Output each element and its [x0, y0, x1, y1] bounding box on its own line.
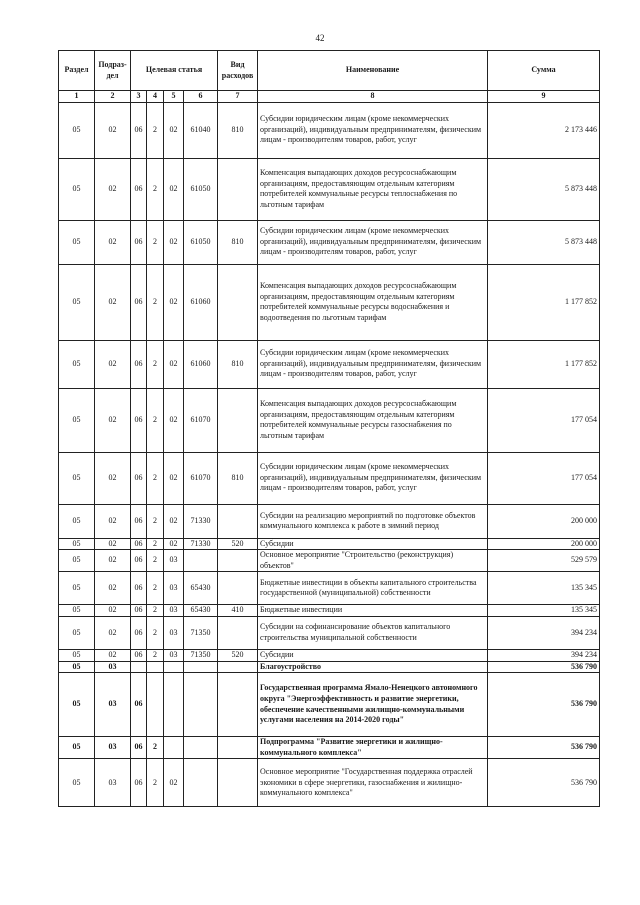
name-cell: Бюджетные инвестиции [258, 605, 488, 617]
event-code-cell: 02 [164, 759, 184, 807]
subprogram-code-cell: 2 [147, 102, 164, 158]
program-code-cell [131, 661, 147, 673]
sum-cell: 1 177 852 [488, 264, 600, 340]
header-naimenovanie: Наименование [258, 51, 488, 91]
podrazdel-cell: 02 [95, 340, 131, 388]
program-code-cell: 06 [131, 605, 147, 617]
podrazdel-cell: 03 [95, 737, 131, 759]
expense-type-cell [218, 737, 258, 759]
event-code-cell: 03 [164, 550, 184, 572]
razdel-cell: 05 [59, 220, 95, 264]
direction-code-cell [184, 759, 218, 807]
subprogram-code-cell: 2 [147, 340, 164, 388]
podrazdel-cell: 02 [95, 572, 131, 605]
table-row [59, 661, 600, 673]
podrazdel-cell: 02 [95, 388, 131, 452]
subprogram-code-cell [147, 661, 164, 673]
direction-code-cell [184, 550, 218, 572]
subprogram-code-cell: 2 [147, 158, 164, 220]
event-code-cell: 03 [164, 649, 184, 661]
event-code-cell: 02 [164, 340, 184, 388]
expense-type-cell: 810 [218, 452, 258, 504]
subprogram-code-cell: 2 [147, 572, 164, 605]
table-row [59, 673, 600, 737]
podrazdel-cell: 02 [95, 452, 131, 504]
podrazdel-cell: 02 [95, 504, 131, 538]
razdel-cell: 05 [59, 538, 95, 550]
sum-cell: 177 054 [488, 388, 600, 452]
program-code-cell: 06 [131, 538, 147, 550]
table-row [59, 737, 600, 759]
podrazdel-cell: 03 [95, 661, 131, 673]
razdel-cell: 05 [59, 452, 95, 504]
name-cell: Субсидии юридическим лицам (кроме некоммерческих организаций), индивидуальным предпринимателям, физическим лицам - производителям товаров, работ, услуг [258, 220, 488, 264]
sum-cell: 135 345 [488, 605, 600, 617]
name-cell: Подпрограмма "Развитие энергетики и жилищно-коммунального комплекса" [258, 737, 488, 759]
column-number: 1 [59, 91, 95, 103]
program-code-cell: 06 [131, 340, 147, 388]
event-code-cell: 02 [164, 264, 184, 340]
table-row [59, 340, 600, 388]
program-code-cell: 06 [131, 737, 147, 759]
program-code-cell: 06 [131, 616, 147, 649]
expense-type-cell [218, 572, 258, 605]
razdel-cell: 05 [59, 340, 95, 388]
table-row [59, 550, 600, 572]
sum-cell: 1 177 852 [488, 340, 600, 388]
header-vid-rashodov: Вид расходов [218, 51, 258, 91]
event-code-cell: 02 [164, 220, 184, 264]
direction-code-cell [184, 661, 218, 673]
direction-code-cell: 71330 [184, 538, 218, 550]
direction-code-cell: 61070 [184, 452, 218, 504]
direction-code-cell: 61060 [184, 264, 218, 340]
direction-code-cell: 61050 [184, 158, 218, 220]
program-code-cell: 06 [131, 550, 147, 572]
event-code-cell: 02 [164, 388, 184, 452]
name-cell: Субсидии на софинансирование объектов капитального строительства муниципальной собственности [258, 616, 488, 649]
column-number: 2 [95, 91, 131, 103]
sum-cell: 394 234 [488, 649, 600, 661]
expense-type-cell [218, 616, 258, 649]
expense-type-cell: 810 [218, 340, 258, 388]
razdel-cell: 05 [59, 661, 95, 673]
program-code-cell: 06 [131, 572, 147, 605]
event-code-cell: 02 [164, 102, 184, 158]
event-code-cell: 02 [164, 158, 184, 220]
name-cell: Государственная программа Ямало-Ненецкого автономного округа "Энергоэффективность и развитие энергетики, обеспечение качественными жилищно-коммунальными услугами населения на 2014-2020 годы" [258, 673, 488, 737]
event-code-cell: 02 [164, 538, 184, 550]
event-code-cell: 02 [164, 452, 184, 504]
razdel-cell: 05 [59, 759, 95, 807]
subprogram-code-cell: 2 [147, 649, 164, 661]
expense-type-cell [218, 388, 258, 452]
header-razdel: Раздел [59, 51, 95, 91]
name-cell: Основное мероприятие "Государственная поддержка отраслей экономики в сфере энергетики, газоснабжения и жилищно-коммунального комплекса" [258, 759, 488, 807]
sum-cell: 2 173 446 [488, 102, 600, 158]
podrazdel-cell: 02 [95, 264, 131, 340]
razdel-cell: 05 [59, 649, 95, 661]
column-number: 7 [218, 91, 258, 103]
program-code-cell: 06 [131, 649, 147, 661]
name-cell: Компенсация выпадающих доходов ресурсоснабжающим организациям, предоставляющим отдельным категориям потребителей коммунальные ресурсы водоснабжения и водоотведения по льготным тарифам [258, 264, 488, 340]
name-cell: Субсидии [258, 649, 488, 661]
razdel-cell: 05 [59, 388, 95, 452]
expense-type-cell: 810 [218, 102, 258, 158]
sum-cell: 394 234 [488, 616, 600, 649]
subprogram-code-cell: 2 [147, 550, 164, 572]
event-code-cell: 03 [164, 616, 184, 649]
program-code-cell: 06 [131, 504, 147, 538]
podrazdel-cell: 02 [95, 220, 131, 264]
podrazdel-cell: 03 [95, 673, 131, 737]
table-row [59, 759, 600, 807]
expense-type-cell: 520 [218, 538, 258, 550]
sum-cell: 5 873 448 [488, 220, 600, 264]
budget-table [58, 50, 600, 807]
subprogram-code-cell: 2 [147, 759, 164, 807]
expense-type-cell [218, 158, 258, 220]
subprogram-code-cell: 2 [147, 220, 164, 264]
name-cell: Субсидии юридическим лицам (кроме некоммерческих организаций), индивидуальным предпринимателям, физическим лицам - производителям товаров, работ, услуг [258, 340, 488, 388]
razdel-cell: 05 [59, 504, 95, 538]
subprogram-code-cell: 2 [147, 538, 164, 550]
razdel-cell: 05 [59, 572, 95, 605]
table-row [59, 504, 600, 538]
column-number: 4 [147, 91, 164, 103]
name-cell: Субсидии на реализацию мероприятий по подготовке объектов коммунального комплекса к работе в зимний период [258, 504, 488, 538]
expense-type-cell: 410 [218, 605, 258, 617]
table-row [59, 616, 600, 649]
name-cell: Субсидии [258, 538, 488, 550]
table-row [59, 220, 600, 264]
program-code-cell: 06 [131, 452, 147, 504]
name-cell: Компенсация выпадающих доходов ресурсоснабжающим организациям, предоставляющим отдельным категориям потребителей коммунальные ресурсы газоснабжения по льготным тарифам [258, 388, 488, 452]
name-cell: Благоустройство [258, 661, 488, 673]
header-summa: Сумма [488, 51, 600, 91]
column-number: 6 [184, 91, 218, 103]
direction-code-cell [184, 673, 218, 737]
table-row [59, 649, 600, 661]
column-number: 3 [131, 91, 147, 103]
subprogram-code-cell: 2 [147, 504, 164, 538]
direction-code-cell: 71350 [184, 616, 218, 649]
podrazdel-cell: 02 [95, 649, 131, 661]
table-row [59, 572, 600, 605]
table-row [59, 388, 600, 452]
direction-code-cell: 65430 [184, 572, 218, 605]
expense-type-cell: 810 [218, 220, 258, 264]
podrazdel-cell: 02 [95, 102, 131, 158]
table-row [59, 264, 600, 340]
program-code-cell: 06 [131, 673, 147, 737]
table-row [59, 158, 600, 220]
program-code-cell: 06 [131, 759, 147, 807]
expense-type-cell [218, 550, 258, 572]
column-number: 9 [488, 91, 600, 103]
name-cell: Компенсация выпадающих доходов ресурсоснабжающим организациям, предоставляющим отдельным категориям потребителей коммунальные ресурсы теплоснабжения по льготным тарифам [258, 158, 488, 220]
program-code-cell: 06 [131, 264, 147, 340]
podrazdel-cell: 02 [95, 538, 131, 550]
razdel-cell: 05 [59, 673, 95, 737]
direction-code-cell: 65430 [184, 605, 218, 617]
podrazdel-cell: 02 [95, 550, 131, 572]
expense-type-cell [218, 661, 258, 673]
subprogram-code-cell: 2 [147, 737, 164, 759]
subprogram-code-cell: 2 [147, 264, 164, 340]
sum-cell: 536 790 [488, 737, 600, 759]
program-code-cell: 06 [131, 388, 147, 452]
expense-type-cell: 520 [218, 649, 258, 661]
event-code-cell [164, 673, 184, 737]
event-code-cell [164, 737, 184, 759]
subprogram-code-cell: 2 [147, 388, 164, 452]
event-code-cell: 02 [164, 504, 184, 538]
direction-code-cell: 71350 [184, 649, 218, 661]
sum-cell: 200 000 [488, 504, 600, 538]
program-code-cell: 06 [131, 102, 147, 158]
podrazdel-cell: 02 [95, 158, 131, 220]
event-code-cell [164, 661, 184, 673]
direction-code-cell [184, 737, 218, 759]
subprogram-code-cell: 2 [147, 452, 164, 504]
name-cell: Субсидии юридическим лицам (кроме некоммерческих организаций), индивидуальным предпринимателям, физическим лицам - производителям товаров, работ, услуг [258, 102, 488, 158]
expense-type-cell [218, 504, 258, 538]
podrazdel-cell: 02 [95, 605, 131, 617]
column-number: 5 [164, 91, 184, 103]
direction-code-cell: 61070 [184, 388, 218, 452]
razdel-cell: 05 [59, 737, 95, 759]
direction-code-cell: 71330 [184, 504, 218, 538]
razdel-cell: 05 [59, 605, 95, 617]
razdel-cell: 05 [59, 102, 95, 158]
table-row [59, 102, 600, 158]
program-code-cell: 06 [131, 158, 147, 220]
sum-cell: 536 790 [488, 661, 600, 673]
razdel-cell: 05 [59, 158, 95, 220]
name-cell: Бюджетные инвестиции в объекты капитального строительства государственной (муниципальной) собственности [258, 572, 488, 605]
direction-code-cell: 61060 [184, 340, 218, 388]
direction-code-cell: 61040 [184, 102, 218, 158]
sum-cell: 135 345 [488, 572, 600, 605]
column-number-row [59, 91, 600, 103]
subprogram-code-cell [147, 673, 164, 737]
subprogram-code-cell: 2 [147, 605, 164, 617]
sum-cell: 177 054 [488, 452, 600, 504]
direction-code-cell: 61050 [184, 220, 218, 264]
razdel-cell: 05 [59, 616, 95, 649]
razdel-cell: 05 [59, 550, 95, 572]
table-row [59, 452, 600, 504]
event-code-cell: 03 [164, 605, 184, 617]
header-celevaya-statya: Целевая статья [131, 51, 218, 91]
razdel-cell: 05 [59, 264, 95, 340]
table-row [59, 605, 600, 617]
column-number: 8 [258, 91, 488, 103]
podrazdel-cell: 02 [95, 616, 131, 649]
expense-type-cell [218, 264, 258, 340]
sum-cell: 536 790 [488, 759, 600, 807]
subprogram-code-cell: 2 [147, 616, 164, 649]
name-cell: Основное мероприятие "Строительство (реконструкция) объектов" [258, 550, 488, 572]
name-cell: Субсидии юридическим лицам (кроме некоммерческих организаций), индивидуальным предпринимателям, физическим лицам - производителям товаров, работ, услуг [258, 452, 488, 504]
sum-cell: 5 873 448 [488, 158, 600, 220]
podrazdel-cell: 03 [95, 759, 131, 807]
program-code-cell: 06 [131, 220, 147, 264]
page-number: 42 [315, 33, 325, 43]
sum-cell: 200 000 [488, 538, 600, 550]
sum-cell: 529 579 [488, 550, 600, 572]
expense-type-cell [218, 673, 258, 737]
event-code-cell: 03 [164, 572, 184, 605]
expense-type-cell [218, 759, 258, 807]
sum-cell: 536 790 [488, 673, 600, 737]
table-row [59, 538, 600, 550]
header-podrazdel: Подраз-дел [95, 51, 131, 91]
